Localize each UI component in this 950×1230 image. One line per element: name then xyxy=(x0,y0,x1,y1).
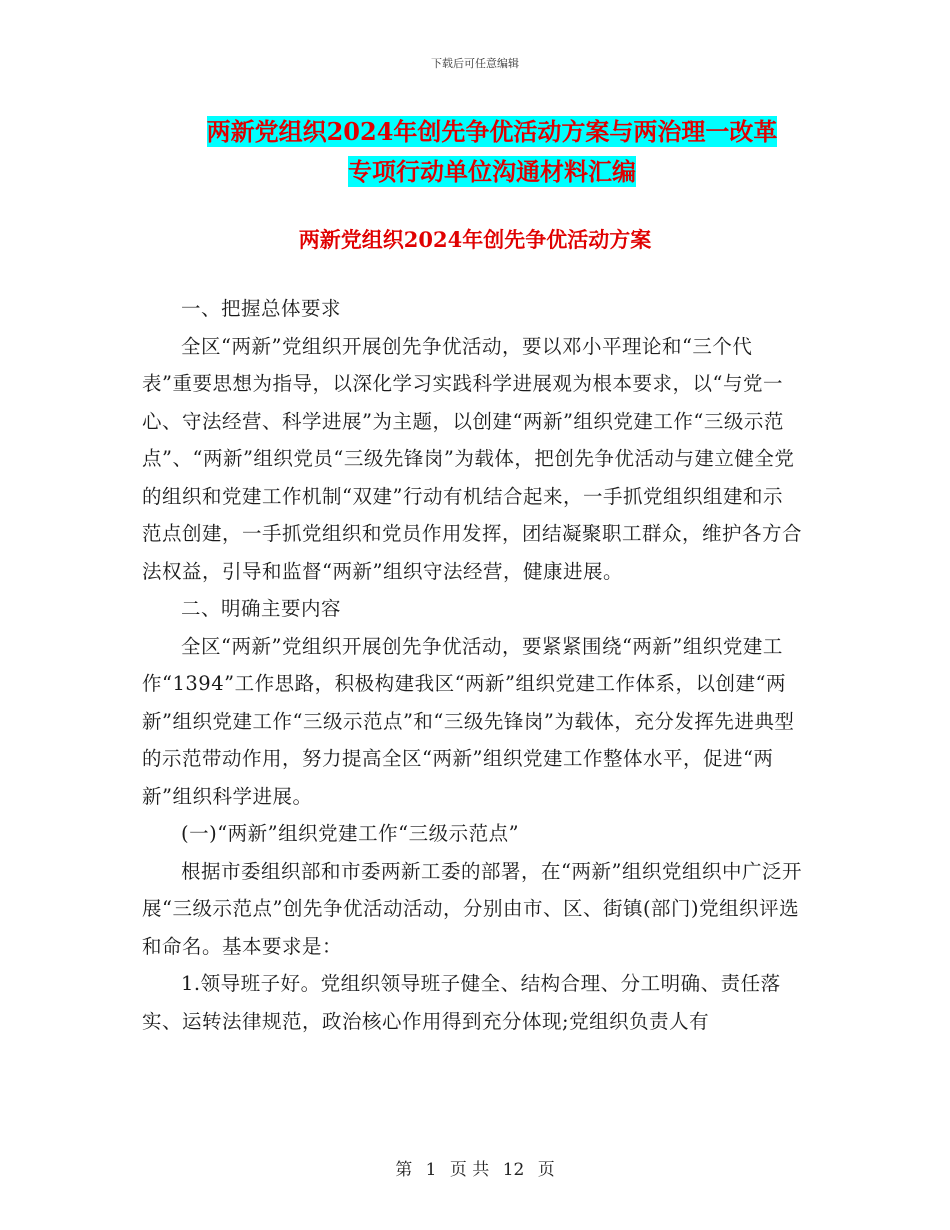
title-line-1: 两新党组织2024年创先争优活动方案与两治理一改革 xyxy=(206,117,778,146)
paragraph: 根据市委组织部和市委两新工委的部署，在“两新”组织党组织中广泛开展“三级示范点”创先争优活动活动，分别由市、区、街镇(部门)党组织评选和命名。基本要求是： xyxy=(142,859,802,958)
subheading-demonstration-points: (一)“两新”组织党建工作“三级示范点” xyxy=(181,822,520,845)
title-line-2: 专项行动单位沟通材料汇编 xyxy=(348,157,636,186)
footer-middle: 页 共 xyxy=(449,1160,490,1180)
page-header-note: 下载后可任意编辑 xyxy=(431,57,519,70)
footer-prefix: 第 xyxy=(395,1160,413,1180)
paragraph: 全区“两新”党组织开展创先争优活动，要以邓小平理论和“三个代表”重要思想为指导，以深化学习实践科学进展观为根本要求，以“与党一心、守法经营、科学进展”为主题，以创建“两新”组织党建工作“三级示范点”、“两新”组织党员“三级先锋岗”为载体，把创先争优活动与建立健全党的组织和党建工作机制“双建”行动有机结合起来，一手抓党组织组建和示范点创建，一手抓党组织和党员作用发挥，团结凝聚职工群众，维护各方合法权益，引导和监督“两新”组织守法经营，健康进展。 xyxy=(142,334,803,583)
list-item: 1.领导班子好。党组织领导班子健全、结构合理、分工明确、责任落实、运转法律规范，政治核心作用得到充分体现;党组织负责人有 xyxy=(142,972,781,1033)
document-title xyxy=(142,112,842,192)
page-total: 12 xyxy=(502,1160,525,1180)
heading-main-content: 二、明确主要内容 xyxy=(181,597,342,620)
page-number: 1 xyxy=(425,1160,437,1180)
page-footer xyxy=(0,1155,950,1180)
document-body xyxy=(142,290,802,1040)
heading-overall-requirements: 一、把握总体要求 xyxy=(181,297,342,320)
section-title: 两新党组织2024年创先争优活动方案 xyxy=(298,227,652,252)
paragraph: 全区“两新”党组织开展创先争优活动，要紧紧围绕“两新”组织党建工作“1394”工作思路，积极构建我区“两新”组织党建工作体系，以创建“两新”组织党建工作“三级示范点”和“三级先锋岗”为载体，充分发挥先进典型的示范带动作用，努力提高全区“两新”组织党建工作整体水平，促进“两新”组织科学进展。 xyxy=(142,634,795,808)
footer-suffix: 页 xyxy=(537,1160,555,1180)
